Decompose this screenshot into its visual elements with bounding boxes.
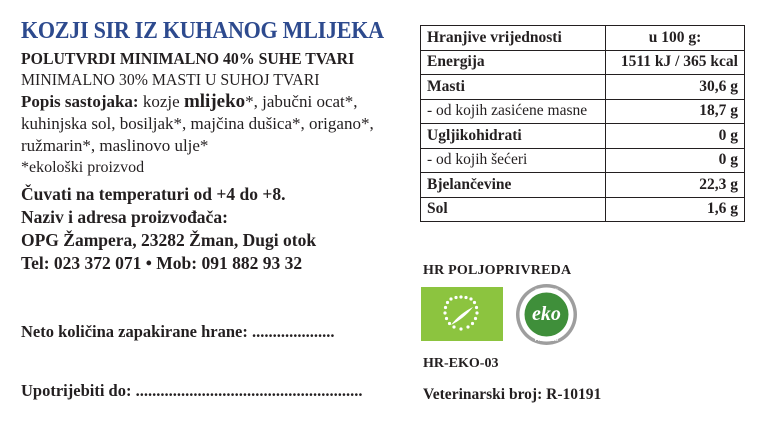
net-quantity-label: Neto količina zapakirane hrane: (21, 322, 248, 341)
label-left-column (21, 18, 413, 275)
storage-and-producer (21, 183, 413, 275)
hr-eko-seal-icon (515, 283, 578, 346)
producer-address: OPG Žampera, 23282 Žman, Dugi otok (21, 230, 317, 250)
hr-eko-seal-text: eko (532, 303, 561, 325)
nutrition-label: Bjelančevine (421, 173, 606, 198)
nutrition-label: - od kojih šećeri (421, 148, 606, 173)
nutrition-value: 1511 kJ / 365 kcal (605, 50, 744, 75)
nutrition-label: Sol (421, 197, 606, 222)
allergen-milk: mlijeko (183, 91, 246, 112)
nutrition-table (420, 25, 745, 222)
best-before-blank: ....................................................... (135, 381, 363, 400)
nutrition-row-saturated-fat (421, 99, 745, 124)
hr-eko-seal-bottom: PROIZVOD (534, 337, 559, 342)
hr-eko-seal-top: HRVATSKI (535, 287, 558, 293)
veterinary-number: Veterinarski broj: R-10191 (423, 386, 602, 403)
producer-label: Naziv i adresa proizvođača: (21, 207, 228, 227)
fat-spec: MINIMALNO 30% MASTI U SUHOJ TVARI (21, 70, 320, 89)
net-quantity (21, 322, 335, 342)
storage-instructions: Čuvati na temperaturi od +4 do +8. (21, 184, 286, 204)
best-before-label: Upotrijebiti do: (21, 381, 132, 400)
ingredients-text-1: kozje (138, 92, 184, 111)
nutrition-row-energy (421, 50, 745, 75)
best-before (21, 381, 362, 401)
ingredients-label: Popis sastojaka: (21, 92, 139, 111)
nutrition-value: 0 g (605, 124, 744, 149)
nutrition-row-sugars (421, 148, 745, 173)
net-quantity-blank: .................... (252, 322, 335, 341)
nutrition-header-unit: u 100 g: (605, 26, 744, 51)
nutrition-row-carbohydrates (421, 124, 745, 149)
eu-organic-leaf-icon (421, 287, 503, 341)
nutrition-label: Energija (421, 50, 606, 75)
product-title: KOZJI SIR IZ KUHANOG MLIJEKA (21, 18, 384, 44)
nutrition-label: Masti (421, 75, 606, 100)
eco-authority: HR POLJOPRIVREDA (423, 263, 572, 278)
nutrition-row-salt (421, 197, 745, 222)
ingredients-list (21, 91, 413, 157)
nutrition-value: 18,7 g (605, 99, 744, 124)
nutrition-value: 1,6 g (605, 197, 744, 222)
nutrition-value: 0 g (605, 148, 744, 173)
nutrition-header-row (421, 26, 745, 51)
nutrition-row-fat (421, 75, 745, 100)
nutrition-label: Ugljikohidrati (421, 124, 606, 149)
eco-footnote: *ekološki proizvod (21, 159, 145, 176)
nutrition-row-protein (421, 173, 745, 198)
nutrition-header-label: Hranjive vrijednosti (421, 26, 606, 51)
nutrition-value: 22,3 g (605, 173, 744, 198)
hr-eko-seal-icon-svg (515, 283, 578, 346)
nutrition-value: 30,6 g (605, 75, 744, 100)
eco-control-code: HR-EKO-03 (423, 356, 499, 371)
dry-matter-spec: POLUTVRDI MINIMALNO 40% SUHE TVARI (21, 49, 355, 68)
ingredients-text-2: *, jabučni ocat*, kuhinjska sol, bosiljak*, majčina dušica*, origano*, ružmarin*, maslinovo ulje* (21, 92, 374, 155)
eu-organic-leaf-icon-svg (421, 287, 503, 341)
producer-contact: Tel: 023 372 071 • Mob: 091 882 93 32 (21, 253, 303, 273)
nutrition-label: - od kojih zasićene masne (421, 99, 606, 124)
